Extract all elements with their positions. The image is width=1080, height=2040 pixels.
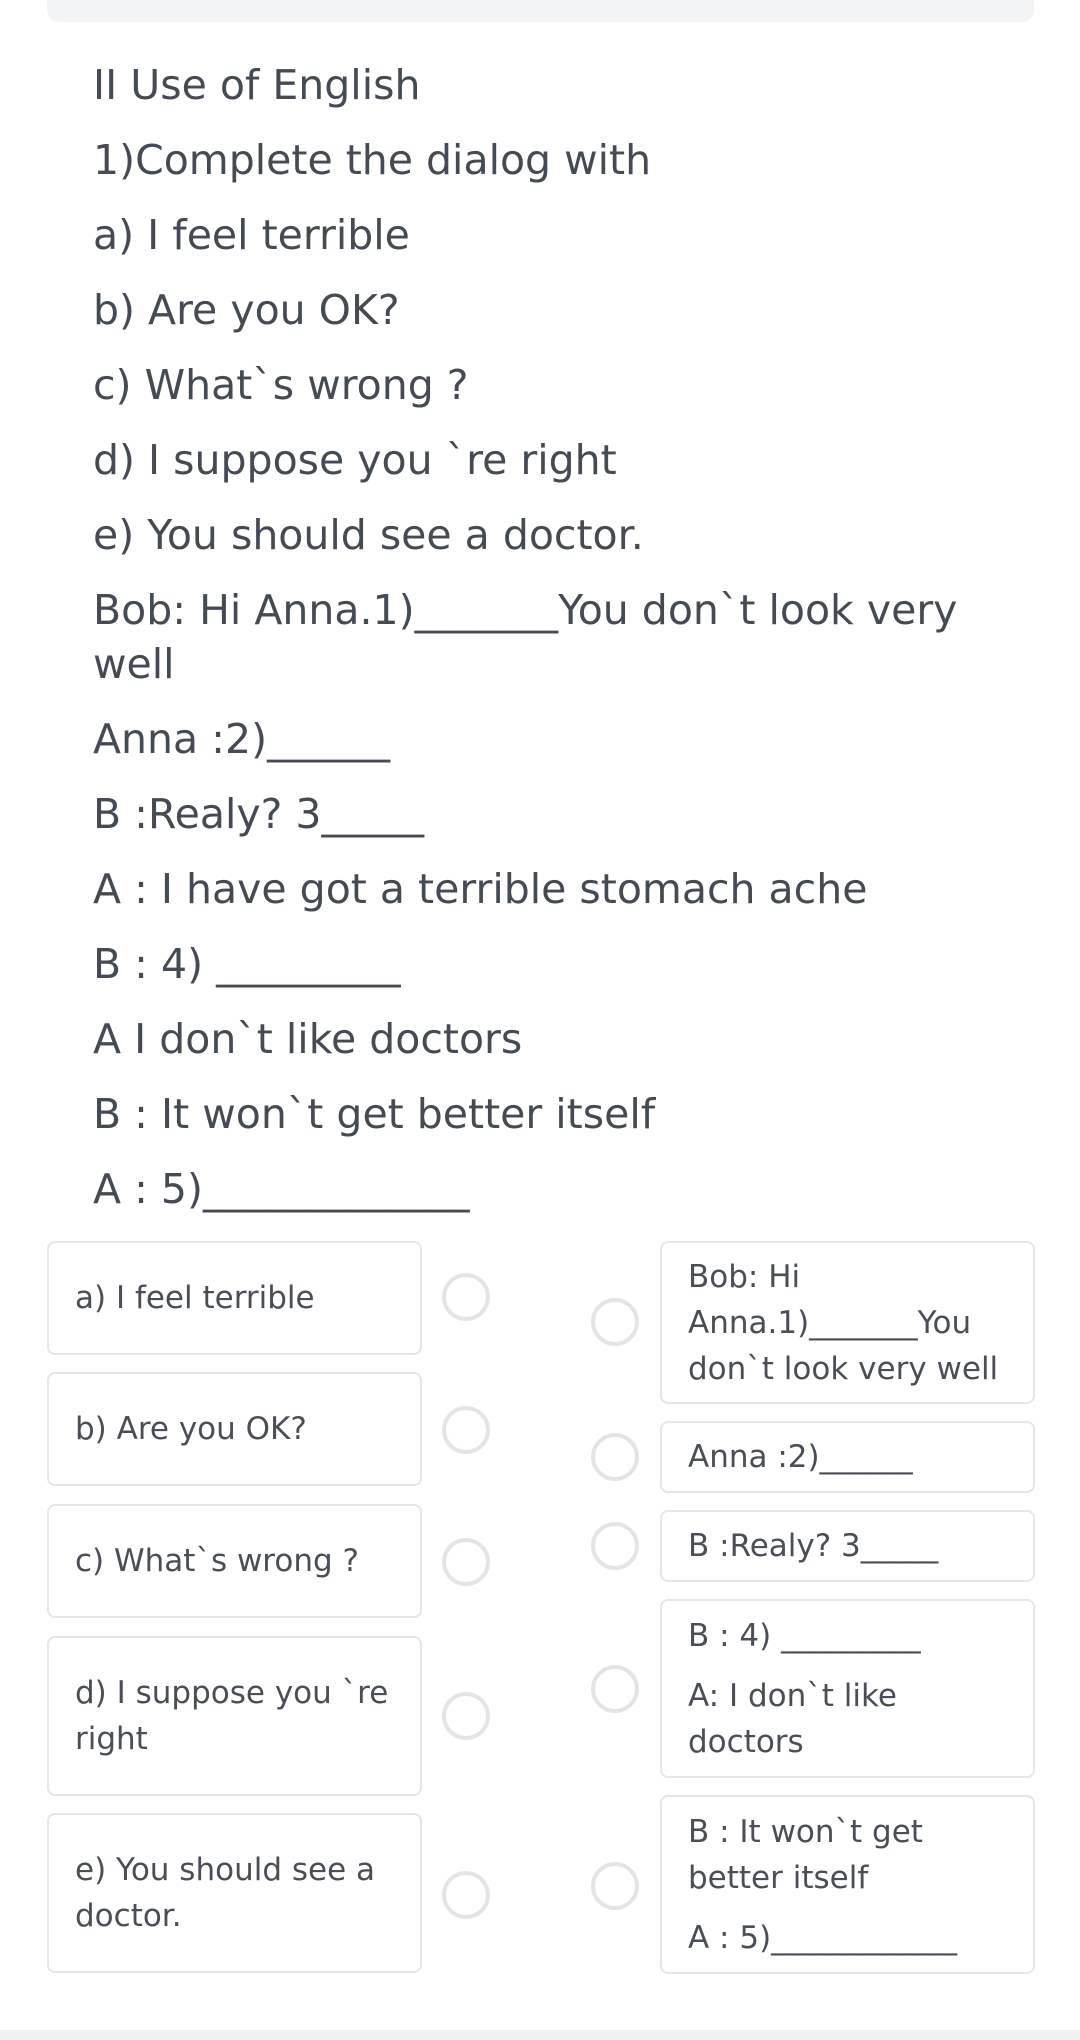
option-label: Anna :2)______ (688, 1439, 913, 1475)
bottom-panel-edge (0, 2030, 1080, 2040)
right-option-3[interactable] (660, 1510, 1035, 1582)
option-label: A: I don`t like doctors (688, 1677, 897, 1760)
question-line: b) Are you OK? (93, 286, 400, 334)
right-radio-3[interactable] (591, 1522, 639, 1570)
question-line: Bob: Hi Anna.1)_______You don`t look very well (93, 586, 958, 688)
question-line: B : 4) _________ (93, 940, 401, 988)
question-line: c) What`s wrong ? (93, 361, 469, 409)
option-label: Bob: Hi Anna.1)_______You don`t look very well (688, 1258, 999, 1387)
left-option-b[interactable] (47, 1372, 422, 1486)
line-gap (688, 1901, 1007, 1915)
question-line: e) You should see a doctor. (93, 511, 644, 559)
question-line: A : 5)_____________ (93, 1165, 470, 1213)
left-option-d[interactable] (47, 1636, 422, 1796)
option-label: B :Realy? 3_____ (688, 1528, 939, 1564)
option-label: c) What`s wrong ? (75, 1543, 359, 1579)
question-instruction: 1)Complete the dialog with (93, 136, 652, 184)
right-radio-1[interactable] (591, 1298, 639, 1346)
left-radio-e[interactable] (442, 1871, 490, 1919)
option-label: B : It won`t get better itself (688, 1813, 923, 1896)
question-line: a) I feel terrible (93, 211, 410, 259)
question-text (93, 58, 973, 1237)
option-label: e) You should see a doctor. (75, 1852, 376, 1934)
left-radio-d[interactable] (442, 1692, 490, 1740)
question-line: Anna :2)______ (93, 715, 391, 763)
option-label: B : 4) _________ (688, 1617, 921, 1654)
right-radio-5[interactable] (591, 1862, 639, 1910)
left-radio-c[interactable] (442, 1538, 490, 1586)
left-radio-a[interactable] (442, 1273, 490, 1321)
top-panel-edge (47, 0, 1034, 22)
right-option-5[interactable] (660, 1795, 1035, 1974)
question-heading: II Use of English (93, 61, 421, 109)
question-line: B : It won`t get better itself (93, 1090, 656, 1138)
left-option-e[interactable] (47, 1813, 422, 1973)
right-radio-4[interactable] (591, 1665, 639, 1713)
option-label: b) Are you OK? (75, 1411, 307, 1447)
question-line: d) I suppose you `re right (93, 436, 617, 484)
option-label: A : 5)____________ (688, 1919, 958, 1956)
right-radio-2[interactable] (591, 1433, 639, 1481)
option-label: a) I feel terrible (75, 1280, 315, 1316)
question-line: B :Realy? 3_____ (93, 790, 425, 838)
left-option-c[interactable] (47, 1504, 422, 1618)
right-option-2[interactable] (660, 1421, 1035, 1493)
option-label: d) I suppose you `re right (75, 1675, 389, 1757)
right-option-4[interactable] (660, 1599, 1035, 1778)
left-radio-b[interactable] (442, 1406, 490, 1454)
line-gap (688, 1659, 1007, 1673)
question-line: A I don`t like doctors (93, 1015, 523, 1063)
left-option-a[interactable] (47, 1241, 422, 1355)
right-option-1[interactable] (660, 1241, 1035, 1404)
question-line: A : I have got a terrible stomach ache (93, 865, 868, 913)
